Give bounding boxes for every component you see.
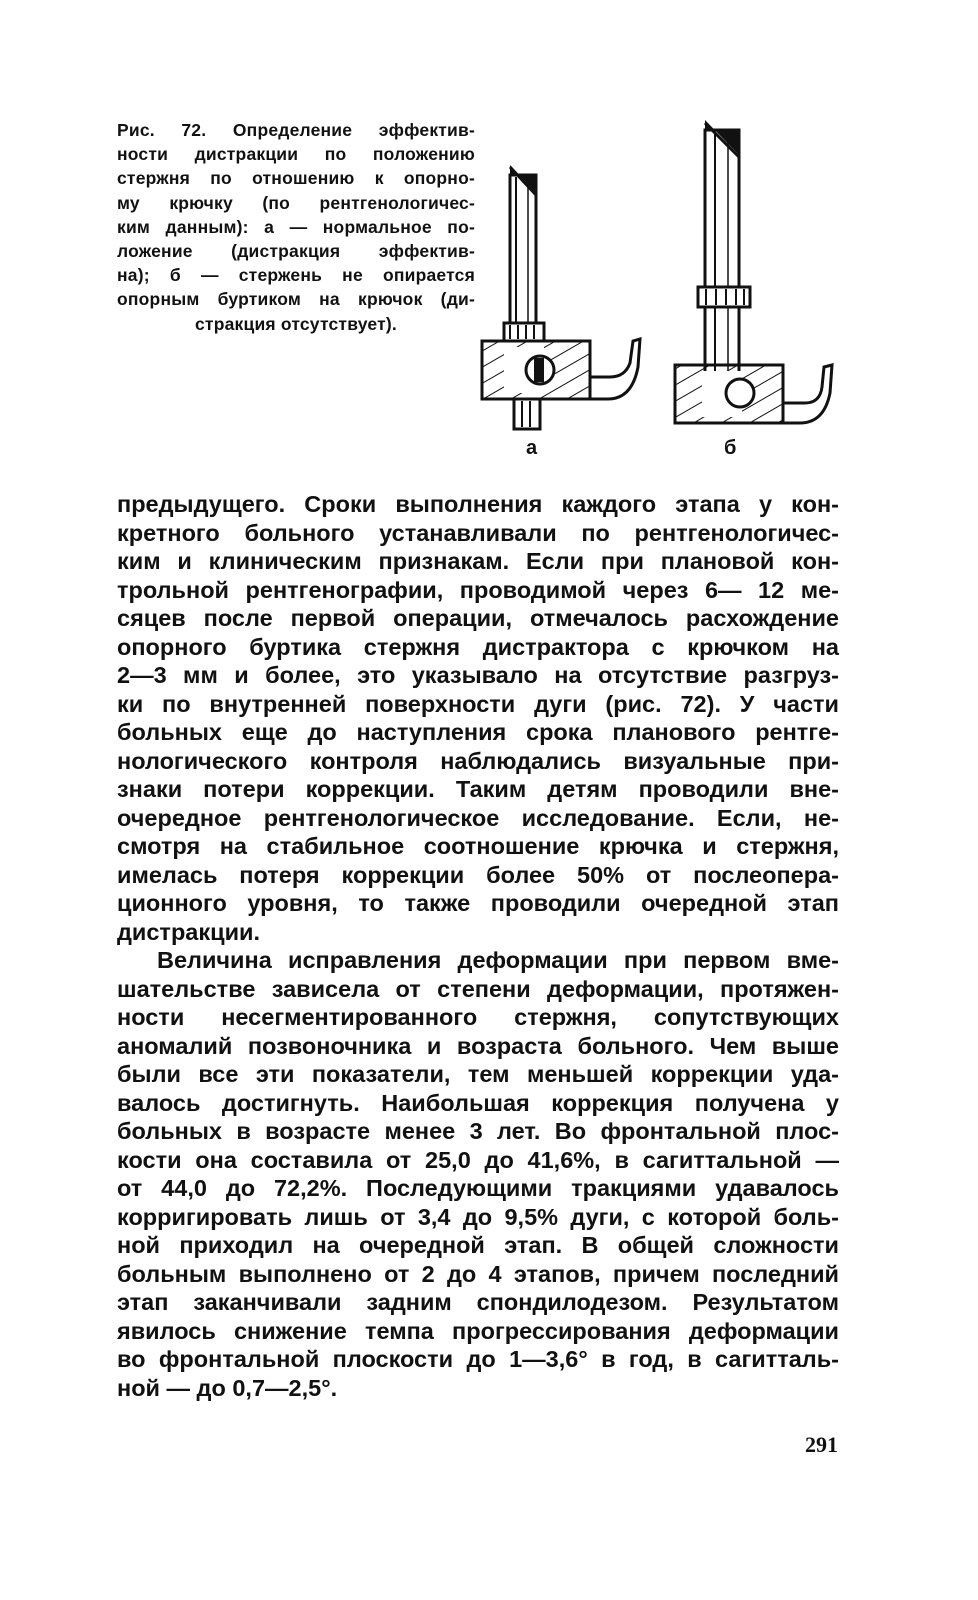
text-line: явилось снижение темпа прогрессирования деформации (117, 1317, 839, 1344)
body-text (117, 490, 839, 1402)
caption-line: стержня по отношению к опорно- (117, 168, 475, 189)
text-line: Величина исправления деформации при первом вме- (157, 947, 839, 973)
text-line: аномалий позвоночника и возраста больного. Чем выше (117, 1032, 839, 1059)
caption-line: на); б — стержень не опирается (117, 265, 475, 286)
page-number: 291 (805, 1432, 838, 1457)
text-line: больных в возрасте менее 3 лет. Во фронтальной плос- (117, 1118, 839, 1144)
text-line: сяцев после первой операции, отмечалось расхождение (117, 605, 839, 631)
caption-line: му крючку (по рентгенологичес- (117, 192, 475, 213)
text-line: ной — до 0,7—2,5°. (117, 1374, 338, 1401)
drawing-a (482, 165, 640, 429)
caption-line: ности дистракции по положению (117, 144, 475, 165)
text-line: дистракции. (117, 918, 260, 945)
text-line: кретного больного устанавливали по рентгенологичес- (117, 519, 839, 546)
text-line: во фронтальной плоскости до 1—3,6° в год, в сагитталь- (117, 1346, 839, 1372)
text-line: очередное рентгенологическое исследование. Если, не- (117, 804, 839, 831)
text-line: знаки потери коррекции. Таким детям проводили вне- (117, 776, 839, 802)
text-line: опорного буртика стержня дистрактора с крючком на (117, 633, 839, 660)
text-line: шательстве зависела от степени деформации, протяжен- (117, 975, 839, 1002)
figure-72-illustration (470, 115, 850, 470)
text-line: ки по внутренней поверхности дуги (рис. 72). У части (117, 690, 839, 717)
figure-label-b: б (724, 437, 737, 459)
text-line: ной приходил на очередной этап. В общей сложности (117, 1232, 839, 1258)
caption-line: Рис. 72. Определение эффектив- (117, 120, 475, 140)
text-line: больных еще до наступления срока планового рентге- (117, 719, 839, 745)
text-line: смотря на стабильное соотношение крючка и стержня, (117, 833, 839, 859)
text-line: имелась потеря коррекции более 50% от послеопера- (117, 861, 839, 888)
caption-line: стракция отсутствует). (195, 313, 397, 334)
text-line: валось достигнуть. Наибольшая коррекция получена у (117, 1089, 839, 1116)
text-line: предыдущего. Сроки выполнения каждого этапа у кон- (117, 491, 839, 517)
figure-caption (117, 118, 475, 336)
text-line: от 44,0 до 72,2%. Последующими тракциями удавалось (117, 1175, 839, 1201)
caption-line: ким данным): а — нормальное по- (117, 216, 475, 237)
text-line: трольной рентгенографии, проводимой через 6— 12 ме- (117, 576, 839, 603)
text-line: 2—3 мм и более, это указывало на отсутствие разгруз- (117, 662, 839, 688)
text-line: этап заканчивали задним спондилодезом. Результатом (117, 1289, 839, 1315)
caption-line: ложение (дистракция эффектив- (117, 241, 475, 262)
drawing-b (675, 120, 832, 423)
hook-rod-drawing (470, 115, 850, 470)
text-line: больным выполнено от 2 до 4 этапов, причем последний (117, 1260, 839, 1287)
figure-label-a: а (526, 437, 538, 459)
text-line: ционного уровня, то также проводили очередной этап (117, 890, 839, 916)
text-line: кости она составила от 25,0 до 41,6%, в сагиттальной — (117, 1146, 839, 1173)
caption-line: опорным буртиком на крючок (ди- (117, 289, 475, 310)
text-line: были все эти показатели, тем меньшей коррекции уда- (117, 1061, 839, 1087)
text-line: ким и клиническим признакам. Если при плановой кон- (117, 548, 839, 574)
text-line: нологического контроля наблюдались визуальные при- (117, 747, 839, 774)
text-line: ности несегментированного стержня, сопутствующих (117, 1004, 839, 1030)
text-line: корригировать лишь от 3,4 до 9,5% дуги, с которой боль- (117, 1203, 839, 1230)
